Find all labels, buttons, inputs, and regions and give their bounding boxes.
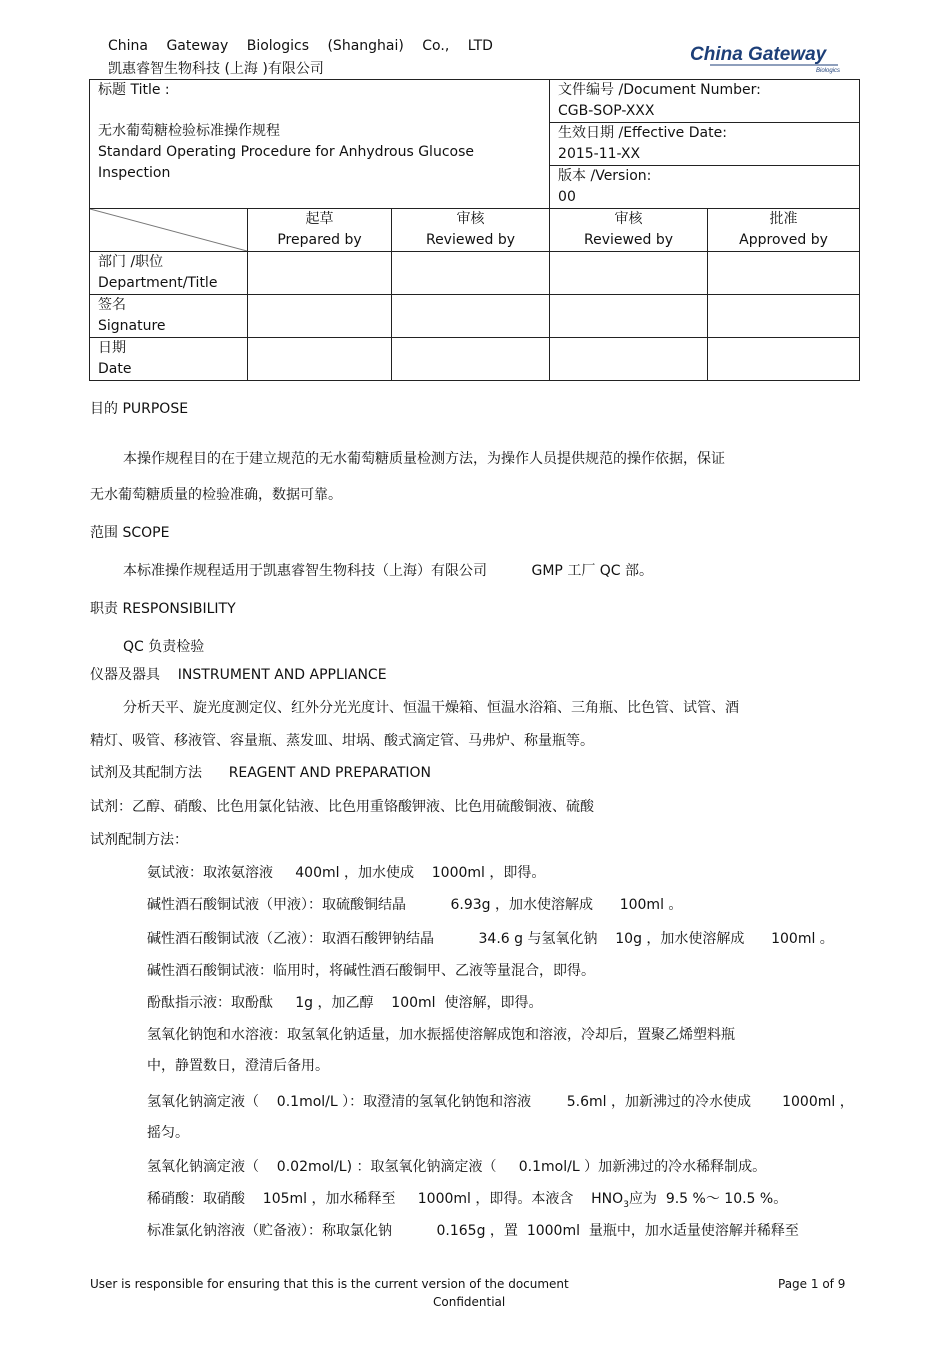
- purpose-heading: 目的 PURPOSE: [90, 401, 189, 417]
- title-en-line1: Standard Operating Procedure for Anhydrous Glucose: [98, 144, 474, 160]
- table-cell: [392, 338, 550, 381]
- reagent-item-nacl-stock: 标准氯化钠溶液（贮备液）：称取氯化钠 0.165g ，置 1000ml 量瓶中，加水适量使溶解并稀释至: [147, 1223, 799, 1239]
- row-signature-cn: 签名: [98, 297, 126, 313]
- doc-number-value: CGB-SOP-XXX: [558, 103, 655, 119]
- table-cell: [550, 252, 708, 295]
- logo-subtext: Biologics: [816, 68, 841, 74]
- table-cell: [392, 295, 550, 338]
- row-date-cn: 日期: [98, 340, 126, 356]
- footer-disclaimer: User is responsible for ensuring that this is the current version of the document: [90, 1277, 569, 1291]
- effective-date-value: 2015-11-XX: [558, 146, 641, 162]
- table-cell: [708, 252, 860, 295]
- row-department: [90, 252, 248, 295]
- scope-text: 本标准操作规程适用于凯惠睿智生物科技（上海）有限公司 GMP 工厂 QC 部。: [123, 563, 654, 579]
- reagent-prep-heading: 试剂配制方法：: [90, 832, 188, 848]
- title-cell: [90, 80, 550, 209]
- col-reviewed-2-en: Reviewed by: [583, 232, 674, 248]
- table-cell: [708, 338, 860, 381]
- diagonal-header-cell: [90, 209, 248, 252]
- version-value: 00: [558, 189, 576, 205]
- effective-date-label: 生效日期 /Effective Date:: [558, 125, 727, 141]
- col-reviewed-1-cn: 审核: [456, 211, 485, 227]
- col-prepared: [248, 209, 392, 252]
- title-label: 标题 Title :: [98, 82, 170, 98]
- instrument-line-1: 分析天平、旋光度测定仪、红外分光光度计、恒温干燥箱、恒温水浴箱、三角瓶、比色管、试管、酒: [123, 700, 739, 716]
- table-cell: [392, 252, 550, 295]
- purpose-line-2: 无水葡萄糖质量的检验准确，数据可靠。: [90, 487, 342, 503]
- dilute-nitric-tail: 应为 9.5 %～ 10.5 %。: [628, 1191, 788, 1207]
- table-cell: [708, 295, 860, 338]
- version-label: 版本 /Version:: [558, 168, 652, 184]
- table-cell: [550, 338, 708, 381]
- reagent-item-naoh-saturated-1: 氢氧化钠饱和水溶液：取氢氧化钠适量，加水振摇使溶解成饱和溶液，冷却后，置聚乙烯塑料瓶: [147, 1027, 735, 1043]
- reagent-item-dilute-nitric: [147, 1188, 787, 1210]
- row-date: [90, 338, 248, 381]
- scope-heading: 范围 SCOPE: [90, 525, 170, 541]
- reagent-item-fehling-mix: 碱性酒石酸铜试液：临用时，将碱性酒石酸铜甲、乙液等量混合，即得。: [147, 963, 595, 979]
- reagent-item-fehling-a: 碱性酒石酸铜试液（甲液）：取硫酸铜结晶 6.93g ，加水使溶解成 100ml 。: [147, 897, 683, 913]
- hno3-subscript: 3: [623, 1199, 629, 1210]
- reagent-item-naoh-01-2: 摇匀。: [147, 1125, 189, 1141]
- row-date-en: Date: [98, 361, 132, 377]
- responsibility-heading: 职责 RESPONSIBILITY: [90, 601, 236, 617]
- reagent-item-naoh-saturated-2: 中，静置数日，澄清后备用。: [147, 1058, 329, 1074]
- table-cell: [248, 252, 392, 295]
- reagent-item-ammonia: 氨试液：取浓氨溶液 400ml ，加水使成 1000ml ，即得。: [147, 865, 546, 881]
- row-signature: [90, 295, 248, 338]
- reagent-heading: 试剂及其配制方法 REAGENT AND PREPARATION: [90, 765, 432, 781]
- col-approved-en: Approved by: [739, 232, 828, 248]
- company-logo: [688, 40, 850, 74]
- effective-date-cell: [550, 123, 860, 166]
- instrument-line-2: 精灯、吸管、移液管、容量瓶、蒸发皿、坩埚、酸式滴定管、马弗炉、称量瓶等。: [90, 733, 594, 749]
- row-department-cn: 部门 /职位: [98, 254, 164, 270]
- dilute-nitric-text: 稀硝酸：取硝酸 105ml ，加水稀释至 1000ml ，即得。本液含 HNO: [147, 1191, 624, 1207]
- company-name-en: China Gateway Biologics (Shanghai) Co., LTD: [108, 38, 493, 54]
- reagent-item-naoh-002: 氢氧化钠滴定液（ 0.02mol/L) ：取氢氧化钠滴定液（ 0.1mol/L ）加新沸过的冷水稀释制成。: [147, 1159, 767, 1175]
- table-cell: [248, 338, 392, 381]
- col-reviewed-1: [392, 209, 550, 252]
- logo-text: China Gateway: [690, 44, 827, 65]
- col-approved-cn: 批准: [769, 211, 798, 227]
- row-signature-en: Signature: [98, 318, 166, 334]
- document-control-table: [89, 79, 860, 381]
- doc-number-cell: [550, 80, 860, 123]
- col-prepared-en: Prepared by: [277, 232, 362, 248]
- instrument-heading: 仪器及器具 INSTRUMENT AND APPLIANCE: [90, 667, 387, 683]
- table-cell: [550, 295, 708, 338]
- col-prepared-cn: 起草: [305, 211, 334, 227]
- footer-page-number: Page 1 of 9: [778, 1277, 846, 1291]
- title-cn: 无水葡萄糖检验标准操作规程: [98, 123, 280, 139]
- col-approved: [708, 209, 860, 252]
- table-cell: [248, 295, 392, 338]
- row-department-en: Department/Title: [98, 275, 218, 291]
- responsibility-text: QC 负责检验: [123, 639, 205, 655]
- version-cell: [550, 166, 860, 209]
- reagent-item-naoh-01-1: 氢氧化钠滴定液（ 0.1mol/L ）：取澄清的氢氧化钠饱和溶液 5.6ml ，加新沸过的冷水使成 1000ml ，: [147, 1094, 854, 1110]
- footer-confidential: Confidential: [433, 1295, 506, 1309]
- doc-number-label: 文件编号 /Document Number:: [558, 82, 761, 98]
- reagent-item-fehling-b: 碱性酒石酸铜试液（乙液）：取酒石酸钾钠结晶 34.6 g 与氢氧化钠 10g ，加水使溶解成 100ml 。: [147, 931, 834, 947]
- title-en-line2: Inspection: [98, 165, 171, 181]
- company-name-cn: 凯惠睿智生物科技 (上海 )有限公司: [108, 61, 324, 77]
- col-reviewed-2-cn: 审核: [614, 211, 643, 227]
- reagent-item-phenolphthalein: 酚酞指示液：取酚酞 1g ，加乙醇 100ml 使溶解，即得。: [147, 995, 543, 1011]
- col-reviewed-1-en: Reviewed by: [425, 232, 516, 248]
- col-reviewed-2: [550, 209, 708, 252]
- purpose-line-1: 本操作规程目的在于建立规范的无水葡萄糖质量检测方法，为操作人员提供规范的操作依据，保证: [123, 451, 725, 467]
- reagent-list: 试剂：乙醇、硝酸、比色用氯化钴液、比色用重铬酸钾液、比色用硫酸铜液、硫酸: [90, 799, 594, 815]
